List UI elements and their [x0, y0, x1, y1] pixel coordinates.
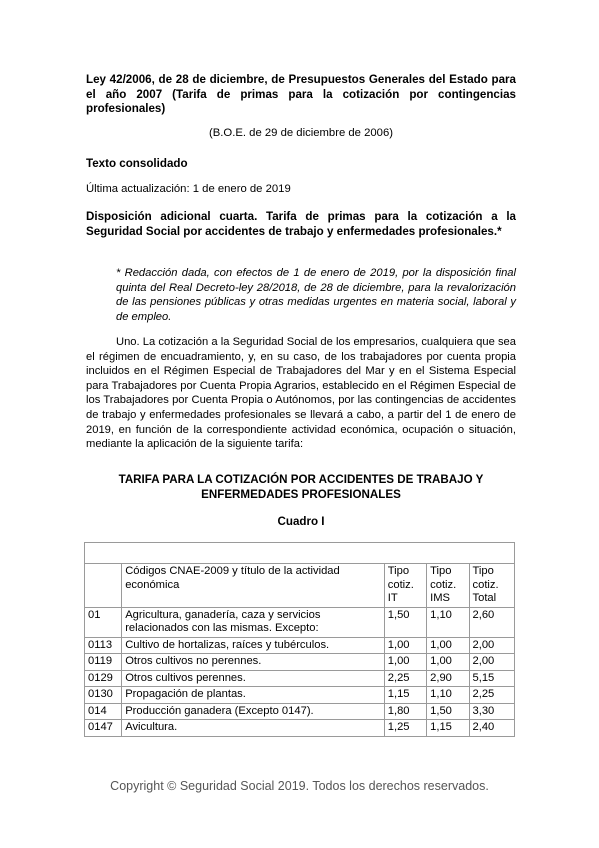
cell-ims: 2,90 [427, 670, 469, 687]
cell-it: 1,15 [384, 687, 426, 704]
cell-ims: 1,00 [427, 654, 469, 671]
cell-it: 1,80 [384, 703, 426, 720]
amendment-note: * Redacción dada, con efectos de 1 de enero de 2019, por la disposición final quinta del Real Decreto-ley 28/2018, de 28 de diciembre, para la revalorización de las pensiones públicas y otras medidas urgentes en materia social, laboral y de empleo. [116, 267, 516, 323]
cell-total: 2,00 [469, 637, 515, 654]
cell-it: 1,00 [384, 654, 426, 671]
cell-code: 0147 [85, 720, 122, 737]
table-row [85, 687, 515, 704]
cell-it: 1,25 [384, 720, 426, 737]
paragraph-one: Uno. La cotización a la Seguridad Social de los empresarios, cualquiera que sea el régimen de encuadramiento, y, en su caso, de los trabajadores por cuenta propia incluidos en el Régimen Especial de Trabajadores del Mar y en el Sistema Especial para Trabajadores por Cuenta Propia Agrarios, establecido en el Régimen Especial de los Trabajadores por Cuenta Propia o Autónomos, por las contingencias de accidentes de trabajo y enfermedades profesionales se llevará a cabo, a partir del 1 de enero de 2019, en función de la correspondiente actividad económica, ocupación o situación, mediante la aplicación de la siguiente tarifa: [86, 336, 516, 451]
cell-total: 2,25 [469, 687, 515, 704]
consolidated-text-label: Texto consolidado [86, 157, 188, 170]
cell-description: Agricultura, ganadería, caza y servicios relacionados con las mismas. Excepto: [122, 607, 385, 637]
table-row [85, 670, 515, 687]
law-title: Ley 42/2006, de 28 de diciembre, de Presupuestos Generales del Estado para el año 2007 (Tarifa de primas para la cotización por contingencias profesionales) [86, 73, 516, 116]
boe-reference: (B.O.E. de 29 de diciembre de 2006) [209, 127, 393, 139]
cell-description: Avicultura. [122, 720, 385, 737]
table-top-cell [85, 543, 515, 564]
cell-code: 014 [85, 703, 122, 720]
cell-code: 0119 [85, 654, 122, 671]
table-caption: Cuadro I [277, 515, 325, 528]
table-top-row [85, 543, 515, 564]
cell-ims: 1,10 [427, 607, 469, 637]
provision-heading: Disposición adicional cuarta. Tarifa de primas para la cotización a la Seguridad Social por accidentes de trabajo y enfermedades profesionales.* [86, 210, 516, 238]
cell-code: 01 [85, 607, 122, 637]
cell-code: 0130 [85, 687, 122, 704]
tariff-heading: TARIFA PARA LA COTIZACIÓN POR ACCIDENTES DE TRABAJO Y ENFERMEDADES PROFESIONALES [118, 473, 484, 501]
cell-ims: 1,00 [427, 637, 469, 654]
cell-ims: 1,10 [427, 687, 469, 704]
cell-description: Producción ganadera (Excepto 0147). [122, 703, 385, 720]
table-row [85, 654, 515, 671]
table-row [85, 607, 515, 637]
header-total: Tipo cotiz. Total [469, 564, 515, 608]
cell-code: 0129 [85, 670, 122, 687]
table-header-row [85, 564, 515, 608]
cell-total: 3,30 [469, 703, 515, 720]
last-update: Última actualización: 1 de enero de 2019 [86, 183, 291, 195]
header-ims: Tipo cotiz. IMS [427, 564, 469, 608]
cell-ims: 1,15 [427, 720, 469, 737]
cell-total: 2,00 [469, 654, 515, 671]
cell-description: Otros cultivos no perennes. [122, 654, 385, 671]
copyright-footer: Copyright © Seguridad Social 2019. Todos los derechos reservados. [110, 779, 489, 793]
cell-description: Cultivo de hortalizas, raíces y tubérculos. [122, 637, 385, 654]
cell-total: 2,40 [469, 720, 515, 737]
cell-it: 1,00 [384, 637, 426, 654]
cell-total: 5,15 [469, 670, 515, 687]
header-it: Tipo cotiz. IT [384, 564, 426, 608]
table-row [85, 720, 515, 737]
cell-it: 1,50 [384, 607, 426, 637]
table-row [85, 703, 515, 720]
cell-total: 2,60 [469, 607, 515, 637]
cell-ims: 1,50 [427, 703, 469, 720]
table-row [85, 637, 515, 654]
cell-description: Otros cultivos perennes. [122, 670, 385, 687]
cell-it: 2,25 [384, 670, 426, 687]
header-description: Códigos CNAE-2009 y título de la actividad económica [122, 564, 385, 608]
cell-code: 0113 [85, 637, 122, 654]
tariff-table [84, 542, 515, 737]
header-code [85, 564, 122, 608]
cell-description: Propagación de plantas. [122, 687, 385, 704]
